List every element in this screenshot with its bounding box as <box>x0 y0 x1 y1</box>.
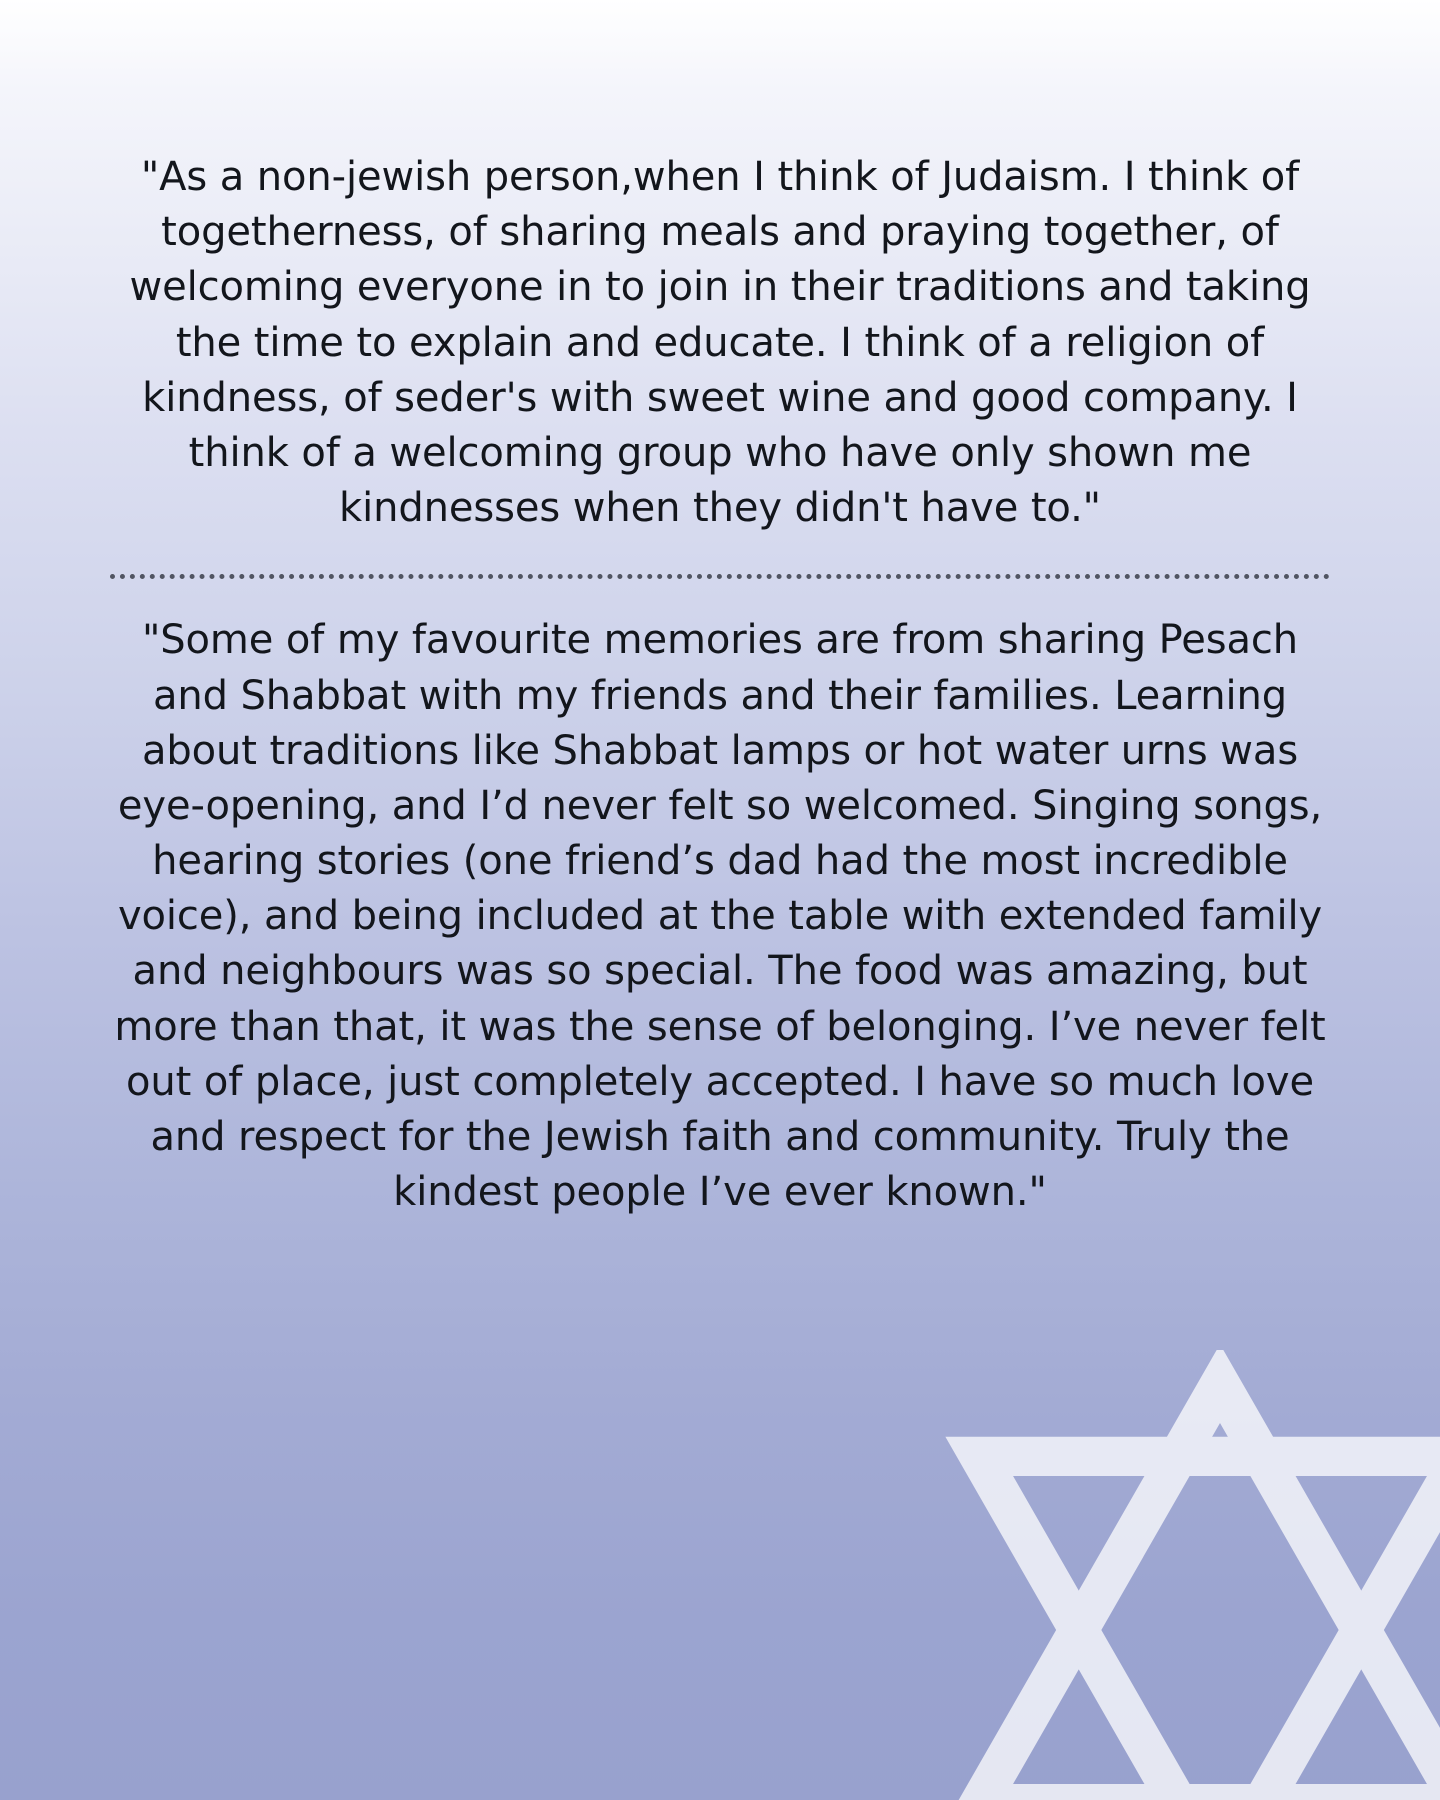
dotted-divider <box>110 574 1330 579</box>
testimonial-quote-2: "Some of my favourite memories are from sharing Pesach and Shabbat with my friends and their families. Learning about traditions like Shabbat lamps or hot water urns was eye-opening, and I’d never felt so welcomed. Singing songs, hearing stories (one friend’s dad had the most incredible voice), and being included at the table with extended family and neighbours was so special. The food was amazing, but more than that, it was the sense of belonging. I’ve never felt out of place, just completely accepted. I have so much love and respect for the Jewish faith and community. Truly the kindest people I’ve ever known." <box>114 617 1326 1216</box>
star-of-david-icon <box>940 1350 1440 1800</box>
testimonial-quote-1: "As a non-jewish person,when I think of Judaism. I think of togetherness, of sharing meals and praying together, of welcoming everyone in to join in their traditions and taking the time to explain and educate. I think of a religion of kindness, of seder's with sweet wine and good company. I think of a welcoming group who have only shown me kindnesses when they didn't have to." <box>129 154 1311 532</box>
